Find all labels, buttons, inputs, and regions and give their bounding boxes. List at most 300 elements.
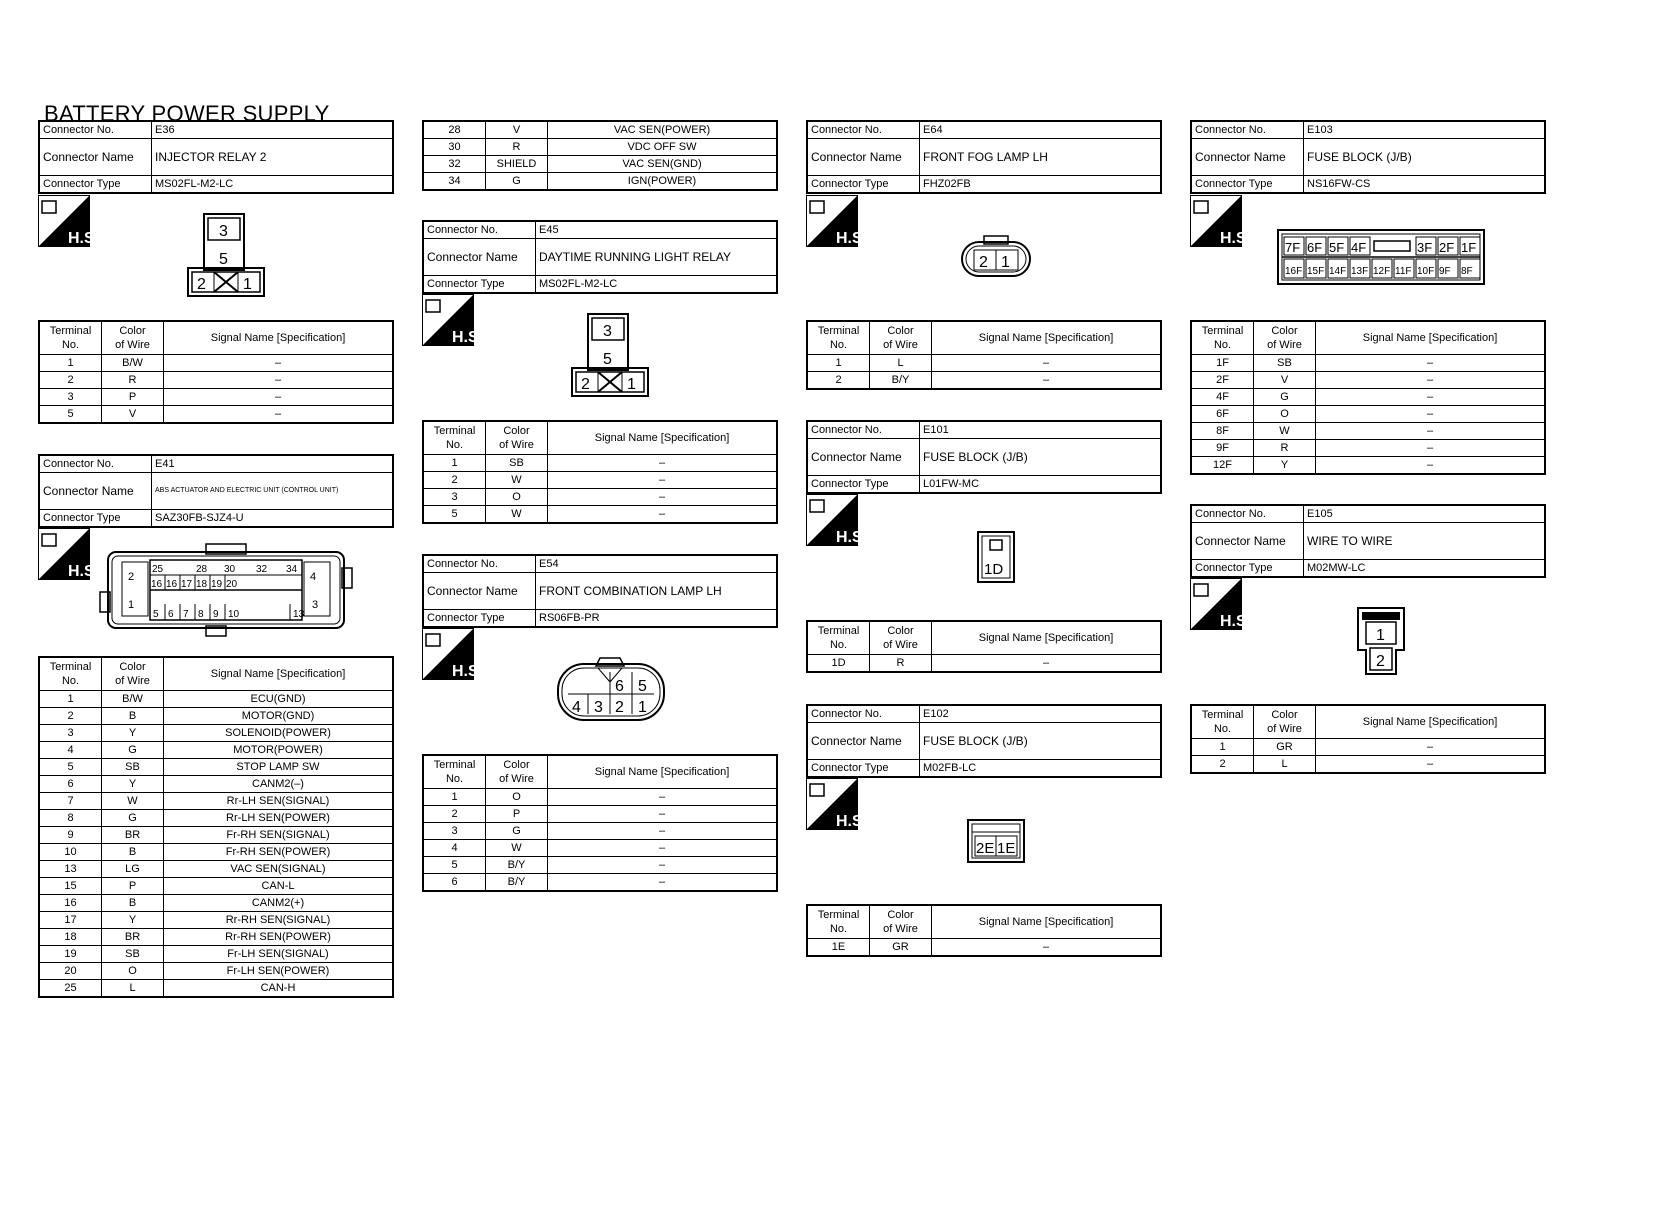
pin-label: 3: [219, 223, 228, 240]
terminal-cell: 19: [39, 946, 102, 963]
terminal-cell: 2: [39, 372, 102, 389]
pin-label: 14F: [1329, 266, 1347, 277]
color-cell: O: [486, 489, 548, 506]
connector-name: FRONT FOG LAMP LH: [920, 139, 1162, 176]
color-cell: B/W: [102, 355, 164, 372]
table-row: [39, 963, 393, 980]
color-cell: P: [486, 806, 548, 823]
pin-table: [1190, 320, 1546, 475]
signal-cell: VAC SEN(GND): [548, 156, 778, 173]
table-row: [1191, 739, 1545, 756]
hs-label: H.S.: [452, 663, 484, 680]
signal-cell: –: [548, 840, 778, 857]
table-row: [39, 980, 393, 998]
table-row: [39, 372, 393, 389]
pin-label: 10F: [1417, 266, 1435, 277]
signal-cell: Rr-RH SEN(POWER): [164, 929, 394, 946]
terminal-table-e36: [38, 320, 394, 424]
color-cell: W: [486, 840, 548, 857]
table-row: [39, 895, 393, 912]
terminal-cell: 1: [423, 789, 486, 806]
pin-label: 7: [183, 609, 189, 620]
color-cell: Y: [102, 912, 164, 929]
connector-no-label: Connector No.: [423, 221, 536, 239]
table-row: [39, 793, 393, 810]
table-row: [807, 355, 1161, 372]
color-cell: V: [486, 121, 548, 139]
connector-name: FUSE BLOCK (J/B): [920, 723, 1162, 760]
terminal-cell: 4: [423, 840, 486, 857]
col-terminal: Terminal No.: [807, 321, 870, 355]
color-cell: O: [486, 789, 548, 806]
table-row: [39, 861, 393, 878]
terminal-table-e41: [38, 656, 394, 998]
signal-cell: –: [548, 489, 778, 506]
hs-label: H.S.: [836, 230, 868, 247]
color-cell: B: [102, 895, 164, 912]
terminal-cell: 5: [39, 759, 102, 776]
terminal-cell: 9: [39, 827, 102, 844]
table-row: [39, 708, 393, 725]
pin-label: 1: [638, 699, 647, 716]
table-row: [39, 844, 393, 861]
pin-label: 32: [256, 564, 268, 575]
pin-label: 13F: [1351, 266, 1369, 277]
pin-label: 5: [638, 678, 647, 695]
color-cell: B/Y: [486, 874, 548, 892]
table-row: [423, 455, 777, 472]
pin-label: 1E: [997, 840, 1016, 857]
table-row: [423, 139, 777, 156]
color-cell: L: [1254, 756, 1316, 774]
pin-label: 6: [168, 609, 174, 620]
signal-cell: –: [932, 355, 1162, 372]
connector-no: E54: [536, 555, 778, 573]
connector-info-e64: [806, 120, 1162, 194]
connector-face-e54: [554, 656, 668, 724]
terminal-cell: 30: [423, 139, 486, 156]
connector-type-label: Connector Type: [1191, 176, 1304, 194]
connector-info-e45: [422, 220, 778, 294]
signal-cell: –: [548, 789, 778, 806]
terminal-cell: 3: [423, 823, 486, 840]
pin-label: 28: [196, 564, 208, 575]
terminal-table-e103: [1190, 320, 1546, 475]
signal-cell: Fr-RH SEN(SIGNAL): [164, 827, 394, 844]
connector-name: FRONT COMBINATION LAMP LH: [536, 573, 778, 610]
color-cell: SB: [1254, 355, 1316, 372]
connector-no: E36: [152, 121, 394, 139]
connector-name-label: Connector Name: [1191, 139, 1304, 176]
terminal-cell: 13: [39, 861, 102, 878]
connector-type: M02MW-LC: [1304, 560, 1546, 578]
col-color: Color of Wire: [870, 321, 932, 355]
pin-label: 34: [286, 564, 298, 575]
terminal-cell: 2F: [1191, 372, 1254, 389]
col-terminal: Terminal No.: [1191, 705, 1254, 739]
connector-no-label: Connector No.: [39, 455, 152, 473]
color-cell: GR: [870, 939, 932, 957]
color-cell: L: [102, 980, 164, 998]
table-row: [807, 655, 1161, 673]
pin-label: 2: [979, 254, 988, 271]
terminal-cell: 1: [1191, 739, 1254, 756]
color-cell: Y: [102, 776, 164, 793]
signal-cell: –: [548, 472, 778, 489]
pin-table: [422, 120, 778, 191]
pin-table: [806, 320, 1162, 390]
signal-cell: –: [164, 389, 394, 406]
col-signal: Signal Name [Specification]: [164, 321, 394, 355]
signal-cell: –: [932, 939, 1162, 957]
table-row: [1191, 457, 1545, 475]
table-row: [1191, 440, 1545, 457]
pin-label: 11F: [1395, 266, 1412, 277]
connector-no-label: Connector No.: [1191, 505, 1304, 523]
col-signal: Signal Name [Specification]: [164, 657, 394, 691]
connector-name: INJECTOR RELAY 2: [152, 139, 394, 176]
terminal-cell: 9F: [1191, 440, 1254, 457]
pin-label: 4F: [1351, 240, 1367, 255]
pin-label: 18: [196, 579, 208, 590]
terminal-cell: 1: [39, 691, 102, 708]
connector-name-label: Connector Name: [423, 239, 536, 276]
harness-side-icon: [1190, 195, 1252, 247]
pin-label: 25: [152, 564, 164, 575]
connector-type-label: Connector Type: [423, 610, 536, 628]
color-cell: R: [1254, 440, 1316, 457]
harness-side-icon: [38, 195, 100, 247]
terminal-cell: 3: [39, 389, 102, 406]
col-terminal: Terminal No.: [39, 657, 102, 691]
connector-no: E103: [1304, 121, 1546, 139]
pin-label: 16: [166, 579, 178, 590]
col-color: Color of Wire: [1254, 705, 1316, 739]
color-cell: V: [102, 406, 164, 424]
pin-label: 12F: [1373, 266, 1391, 277]
terminal-cell: 16: [39, 895, 102, 912]
pin-label: 1F: [1461, 240, 1477, 255]
pin-label: 19: [211, 579, 223, 590]
col-signal: Signal Name [Specification]: [548, 755, 778, 789]
hs-label: H.S.: [68, 230, 100, 247]
signal-cell: –: [1316, 423, 1546, 440]
table-row: [423, 840, 777, 857]
color-cell: R: [102, 372, 164, 389]
pin-label: 1: [1376, 627, 1385, 644]
terminal-cell: 20: [39, 963, 102, 980]
signal-cell: CAN-L: [164, 878, 394, 895]
connector-face-e64: [960, 234, 1032, 280]
pin-label: 9: [213, 609, 219, 620]
pin-label: 5: [603, 351, 612, 368]
connector-info-e36: [38, 120, 394, 194]
connector-type: M02FB-LC: [920, 760, 1162, 778]
signal-cell: VAC SEN(POWER): [548, 121, 778, 139]
color-cell: R: [870, 655, 932, 673]
signal-cell: Rr-LH SEN(SIGNAL): [164, 793, 394, 810]
connector-name: ABS ACTUATOR AND ELECTRIC UNIT (CONTROL UNIT): [152, 473, 394, 510]
connector-name: FUSE BLOCK (J/B): [1304, 139, 1546, 176]
color-cell: GR: [1254, 739, 1316, 756]
signal-cell: CANM2(+): [164, 895, 394, 912]
color-cell: O: [1254, 406, 1316, 423]
connector-name-label: Connector Name: [423, 573, 536, 610]
table-row: [1191, 372, 1545, 389]
connector-face-e101: [976, 530, 1016, 584]
connector-name-label: Connector Name: [39, 473, 152, 510]
color-cell: Y: [102, 725, 164, 742]
pin-label: 5F: [1329, 240, 1345, 255]
signal-cell: –: [932, 655, 1162, 673]
table-row: [1191, 756, 1545, 774]
terminal-cell: 1: [39, 355, 102, 372]
col-terminal: Terminal No.: [807, 621, 870, 655]
terminal-cell: 15: [39, 878, 102, 895]
signal-cell: –: [1316, 389, 1546, 406]
connector-type-label: Connector Type: [807, 476, 920, 494]
signal-cell: –: [1316, 355, 1546, 372]
terminal-cell: 6: [423, 874, 486, 892]
page-title: BATTERY POWER SUPPLY: [44, 101, 330, 126]
color-cell: G: [1254, 389, 1316, 406]
color-cell: BR: [102, 827, 164, 844]
harness-side-icon: [1190, 578, 1252, 630]
table-row: [1191, 406, 1545, 423]
connector-no-label: Connector No.: [807, 705, 920, 723]
pin-label: 3: [312, 599, 319, 611]
pin-label: 2: [128, 571, 135, 583]
table-row: [39, 406, 393, 424]
connector-name-label: Connector Name: [39, 139, 152, 176]
pin-label: 7F: [1285, 240, 1301, 255]
connector-name: DAYTIME RUNNING LIGHT RELAY: [536, 239, 778, 276]
signal-cell: –: [1316, 739, 1546, 756]
color-cell: W: [486, 506, 548, 524]
table-row: [1191, 389, 1545, 406]
terminal-cell: 1E: [807, 939, 870, 957]
connector-no: E41: [152, 455, 394, 473]
connector-info-e41: [38, 454, 394, 528]
pin-label: 13: [293, 609, 305, 620]
signal-cell: Fr-RH SEN(POWER): [164, 844, 394, 861]
signal-cell: –: [164, 355, 394, 372]
signal-cell: MOTOR(POWER): [164, 742, 394, 759]
terminal-cell: 1: [423, 455, 486, 472]
table-row: [423, 789, 777, 806]
table-row: [39, 946, 393, 963]
table-row: [39, 810, 393, 827]
pin-label: 5: [153, 609, 159, 620]
color-cell: B: [102, 708, 164, 725]
connector-name: WIRE TO WIRE: [1304, 523, 1546, 560]
terminal-cell: 7: [39, 793, 102, 810]
pin-label: 8F: [1461, 266, 1473, 277]
pin-label: 6: [615, 678, 624, 695]
pin-label: 3: [603, 323, 612, 340]
hs-label: H.S.: [836, 813, 868, 830]
col-terminal: Terminal No.: [423, 755, 486, 789]
terminal-cell: 6F: [1191, 406, 1254, 423]
connector-type-label: Connector Type: [807, 176, 920, 194]
signal-cell: –: [1316, 756, 1546, 774]
table-row: [39, 355, 393, 372]
signal-cell: SOLENOID(POWER): [164, 725, 394, 742]
terminal-cell: 1F: [1191, 355, 1254, 372]
color-cell: W: [486, 472, 548, 489]
signal-cell: –: [1316, 406, 1546, 423]
col-signal: Signal Name [Specification]: [1316, 321, 1546, 355]
signal-cell: ECU(GND): [164, 691, 394, 708]
table-row: [423, 472, 777, 489]
color-cell: SB: [486, 455, 548, 472]
table-row: [39, 929, 393, 946]
hs-label: H.S.: [1220, 613, 1252, 630]
pin-label: 6F: [1307, 240, 1323, 255]
pin-table: [1190, 704, 1546, 774]
terminal-cell: 1D: [807, 655, 870, 673]
pin-label: 9F: [1439, 266, 1451, 277]
signal-cell: –: [548, 823, 778, 840]
table-row: [1191, 355, 1545, 372]
terminal-cell: 2: [807, 372, 870, 390]
pin-label: 2: [197, 276, 206, 293]
color-cell: Y: [1254, 457, 1316, 475]
pin-label: 20: [226, 579, 238, 590]
table-row: [423, 806, 777, 823]
pin-label: 2: [615, 699, 624, 716]
terminal-table-e54: [422, 754, 778, 892]
col-color: Color of Wire: [870, 905, 932, 939]
table-row: [423, 857, 777, 874]
col-signal: Signal Name [Specification]: [932, 321, 1162, 355]
color-cell: V: [1254, 372, 1316, 389]
signal-cell: –: [548, 874, 778, 892]
terminal-table-e101: [806, 620, 1162, 673]
pin-label: 16: [151, 579, 163, 590]
col-color: Color of Wire: [1254, 321, 1316, 355]
pin-table: [422, 754, 778, 892]
terminal-cell: 8F: [1191, 423, 1254, 440]
terminal-table-e105: [1190, 704, 1546, 774]
signal-cell: Fr-LH SEN(POWER): [164, 963, 394, 980]
connector-face-e105: [1356, 606, 1406, 676]
connector-name-label: Connector Name: [807, 439, 920, 476]
pin-label: 3F: [1417, 240, 1433, 255]
color-cell: LG: [102, 861, 164, 878]
hs-label: H.S.: [1220, 230, 1252, 247]
terminal-cell: 6: [39, 776, 102, 793]
harness-side-icon: [806, 195, 868, 247]
col-color: Color of Wire: [486, 755, 548, 789]
color-cell: W: [1254, 423, 1316, 440]
harness-side-icon: [806, 494, 868, 546]
connector-info-e105: [1190, 504, 1546, 578]
col-terminal: Terminal No.: [39, 321, 102, 355]
signal-cell: –: [548, 506, 778, 524]
color-cell: G: [102, 810, 164, 827]
color-cell: P: [102, 389, 164, 406]
connector-no-label: Connector No.: [807, 121, 920, 139]
pin-label: 8: [198, 609, 204, 620]
signal-cell: Fr-LH SEN(SIGNAL): [164, 946, 394, 963]
connector-type-label: Connector Type: [39, 510, 152, 528]
col-color: Color of Wire: [102, 657, 164, 691]
table-row: [423, 823, 777, 840]
col-terminal: Terminal No.: [1191, 321, 1254, 355]
connector-info-e54: [422, 554, 778, 628]
col-signal: Signal Name [Specification]: [932, 621, 1162, 655]
connector-type-label: Connector Type: [807, 760, 920, 778]
color-cell: SB: [102, 759, 164, 776]
connector-name-label: Connector Name: [807, 723, 920, 760]
terminal-cell: 3: [423, 489, 486, 506]
connector-no: E45: [536, 221, 778, 239]
table-row: [39, 389, 393, 406]
col-terminal: Terminal No.: [807, 905, 870, 939]
terminal-cell: 12F: [1191, 457, 1254, 475]
connector-type: MS02FL-M2-LC: [152, 176, 394, 194]
signal-cell: –: [1316, 440, 1546, 457]
connector-type: L01FW-MC: [920, 476, 1162, 494]
terminal-cell: 4: [39, 742, 102, 759]
pin-table: [38, 320, 394, 424]
terminal-cell: 5: [39, 406, 102, 424]
connector-name: FUSE BLOCK (J/B): [920, 439, 1162, 476]
table-row: [39, 776, 393, 793]
terminal-cell: 2: [39, 708, 102, 725]
pin-label: 3: [594, 699, 603, 716]
connector-type: MS02FL-M2-LC: [536, 276, 778, 294]
col-color: Color of Wire: [486, 421, 548, 455]
harness-side-icon: [806, 778, 868, 830]
col-signal: Signal Name [Specification]: [548, 421, 778, 455]
connector-type: FHZ02FB: [920, 176, 1162, 194]
hs-label: H.S.: [68, 563, 100, 580]
connector-no-label: Connector No.: [1191, 121, 1304, 139]
signal-cell: CANM2(–): [164, 776, 394, 793]
pin-label: 17: [181, 579, 193, 590]
terminal-cell: 34: [423, 173, 486, 191]
terminal-cell: 25: [39, 980, 102, 998]
signal-cell: –: [1316, 372, 1546, 389]
terminal-cell: 18: [39, 929, 102, 946]
connector-no-label: Connector No.: [807, 421, 920, 439]
table-row: [39, 912, 393, 929]
connector-no: E64: [920, 121, 1162, 139]
table-row: [423, 489, 777, 506]
table-row: [39, 725, 393, 742]
color-cell: SB: [102, 946, 164, 963]
pin-label: 4: [310, 571, 317, 583]
signal-cell: IGN(POWER): [548, 173, 778, 191]
connector-face-e102: [966, 818, 1026, 864]
hs-label: H.S.: [452, 329, 484, 346]
color-cell: BR: [102, 929, 164, 946]
table-row: [423, 121, 777, 139]
pin-label: 10: [228, 609, 240, 620]
color-cell: SHIELD: [486, 156, 548, 173]
terminal-cell: 17: [39, 912, 102, 929]
terminal-table-e41-continued: [422, 120, 778, 191]
table-row: [39, 691, 393, 708]
signal-cell: MOTOR(GND): [164, 708, 394, 725]
table-row: [39, 742, 393, 759]
table-row: [39, 827, 393, 844]
hs-label: H.S.: [836, 529, 868, 546]
pin-label: 30: [224, 564, 236, 575]
connector-face-e36: [186, 212, 266, 300]
